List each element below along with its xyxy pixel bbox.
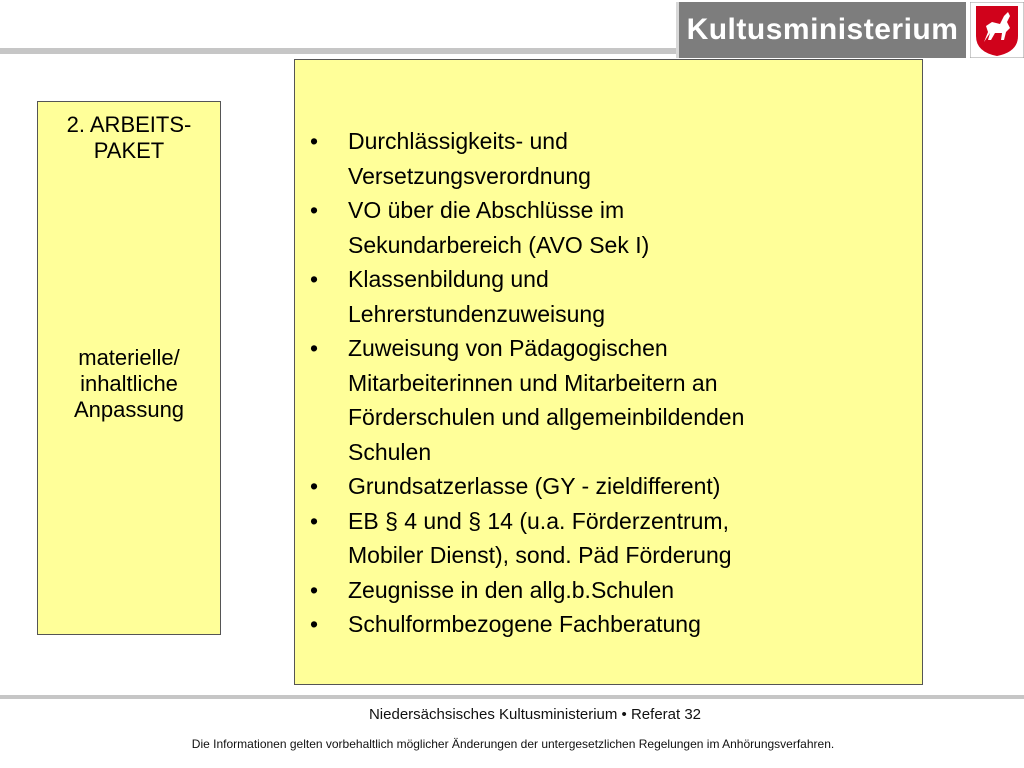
bullet-icon: • xyxy=(310,576,319,603)
brand-title: Kultusministerium xyxy=(686,13,959,46)
work-package-subtitle-line: inhaltliche xyxy=(80,371,178,396)
footer-disclaimer-text: Die Informationen gelten vorbehaltlich möglicher Änderungen der untergesetzlichen Regelungen im Anhörungsverfahren. xyxy=(191,737,835,751)
work-package-title-line: 2. ARBEITS- xyxy=(66,112,192,137)
list-item-text: Sekundarbereich (AVO Sek I) xyxy=(348,231,650,258)
bullet-icon: • xyxy=(310,507,319,534)
work-package-title-line: PAKET xyxy=(93,138,165,163)
header-divider xyxy=(0,48,676,54)
bullet-icon: • xyxy=(310,335,319,361)
bullet-icon: • xyxy=(310,611,319,637)
regulations-panel xyxy=(294,59,923,685)
footer-disclaimer xyxy=(0,737,1024,751)
list-item-text: Schulformbezogene Fachberatung xyxy=(348,611,701,637)
lower-saxony-horse-icon xyxy=(970,2,1024,58)
regulations-list xyxy=(310,124,890,642)
bullet-icon: • xyxy=(310,473,319,499)
list-item-text: Versetzungsverordnung xyxy=(348,162,591,189)
list-item xyxy=(310,262,890,331)
list-item xyxy=(310,607,890,642)
list-item-text: Förderschulen und allgemeinbildenden xyxy=(348,404,745,430)
footer-divider xyxy=(0,695,1024,699)
footer-organization xyxy=(0,706,1024,723)
list-item-text: Lehrerstundenzuweisung xyxy=(348,300,606,327)
bullet-icon: • xyxy=(310,197,319,223)
bullet-icon: • xyxy=(310,266,319,292)
list-item-text: Zuweisung von Pädagogischen xyxy=(348,335,668,361)
footer-organization-text: Niedersächsisches Kultusministerium • Referat 32 xyxy=(368,706,702,723)
brand-banner xyxy=(676,2,966,58)
work-package-title xyxy=(38,112,220,164)
work-package-panel xyxy=(37,101,221,635)
list-item-text: Zeugnisse in den allg.b.Schulen xyxy=(348,576,675,603)
list-item xyxy=(310,124,890,193)
list-item-text: Mobiler Dienst), sond. Päd Förderung xyxy=(348,542,732,568)
work-package-subtitle xyxy=(38,345,220,423)
list-item xyxy=(310,331,890,469)
list-item xyxy=(310,573,890,608)
list-item-text: VO über die Abschlüsse im xyxy=(348,197,625,223)
work-package-subtitle-line: Anpassung xyxy=(73,397,185,422)
list-item-text: Grundsatzerlasse (GY - zieldifferent) xyxy=(348,473,721,499)
list-item-text: Mitarbeiterinnen und Mitarbeitern an xyxy=(348,369,718,396)
list-item-text: Schulen xyxy=(348,438,432,465)
list-item xyxy=(310,504,890,573)
list-item-text: EB § 4 und § 14 (u.a. Förderzentrum, xyxy=(348,507,729,534)
list-item-text: Durchlässigkeits- und xyxy=(348,128,568,154)
header-brand xyxy=(676,0,1024,60)
list-item xyxy=(310,193,890,262)
work-package-subtitle-line: materielle/ xyxy=(78,345,180,370)
list-item-text: Klassenbildung und xyxy=(348,266,549,292)
bullet-icon: • xyxy=(310,128,319,154)
list-item xyxy=(310,469,890,504)
